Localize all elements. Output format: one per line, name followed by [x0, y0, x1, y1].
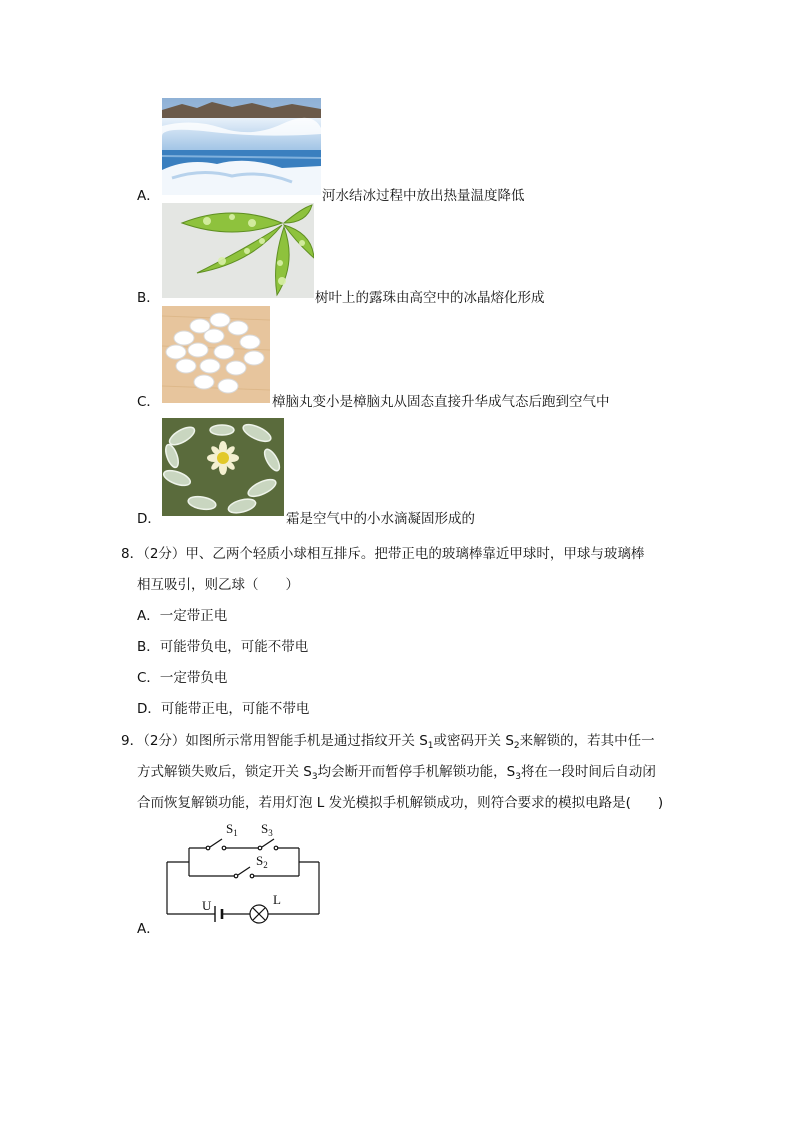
question-stem-line: 合而恢复解锁功能，若用灯泡 L 发光模拟手机解锁成功，则符合要求的模拟电路是( ) — [137, 795, 664, 811]
option-letter: A． — [137, 188, 160, 204]
choice-c: C．一定带负电 — [137, 670, 228, 686]
option-letter: A． — [137, 921, 160, 937]
option-text: 树叶上的露珠由高空中的冰晶熔化形成 — [315, 290, 545, 306]
option-letter: B． — [137, 290, 160, 306]
circuit-diagram-a — [162, 818, 324, 930]
option-text: 河水结冰过程中放出热量温度降低 — [322, 188, 525, 204]
switch-s2-label: $S_2$ — [256, 853, 268, 870]
choice-a: A．一定带正电 — [137, 608, 228, 624]
option-letter: C． — [137, 394, 160, 410]
option-text: 樟脑丸变小是樟脑丸从固态直接升华成气态后跑到空气中 — [272, 394, 610, 410]
option-text: 霜是空气中的小水滴凝固形成的 — [286, 511, 475, 527]
question-stem-line: 方式解锁失败后，锁定开关 $S_3$均会断开而暂停手机解锁功能，$S_3$将在一段时间后自动闭 — [137, 764, 656, 782]
frozen-river-photo — [162, 98, 321, 195]
lamp-l-label: L — [273, 892, 281, 907]
question-stem-line: 相互吸引，则乙球（ ） — [137, 577, 299, 593]
battery-u-label: U — [202, 898, 212, 913]
dew-on-leaves-photo — [162, 203, 314, 298]
choice-d: D．可能带正电，可能不带电 — [137, 701, 310, 717]
option-letter: D． — [137, 511, 161, 527]
question-stem-line: 9．（2分）如图所示常用智能手机是通过指纹开关 $S_1$或密码开关 $S_2$来解锁的，若其中任一 — [121, 733, 655, 751]
choice-b: B．可能带负电，可能不带电 — [137, 639, 309, 655]
question-stem-line: 8．（2分）甲、乙两个轻质小球相互排斥。把带正电的玻璃棒靠近甲球时，甲球与玻璃棒 — [121, 546, 645, 562]
mothballs-photo — [162, 306, 270, 403]
frost-on-plant-photo — [162, 418, 284, 516]
switch-s3-label: $S_3$ — [261, 821, 273, 838]
switch-s1-label: $S_1$ — [226, 821, 238, 838]
